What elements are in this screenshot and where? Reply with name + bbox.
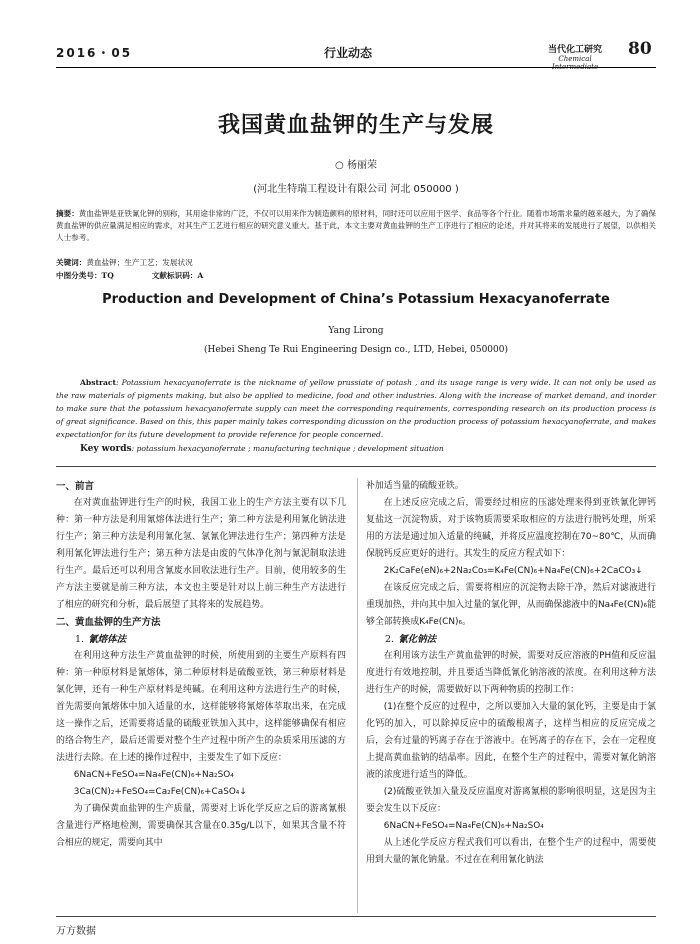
doc-code: 文献标识码：A — [151, 271, 204, 280]
journal-name-en: Chemical Intermediate — [551, 55, 599, 71]
column-divider — [357, 478, 358, 913]
paragraph: 为了确保黄血盐钾的生产质量，需要对上诉化学反应之后的游离氰根含量进行严格地检测，需要确保其含量在0.35g/L以下，如果其含量不符合相应的规定，需要向其中 — [56, 804, 346, 848]
paragraph: 在对黄血盐钾进行生产的时候，我国工业上的生产方法主要有以下几种：第一种方法是利用氰熔体法进行生产；第二种方法是利用氰化钠法进行生产；第三种方法是利用氰化氢、氯氰化钾法进行生产；第四种方法是利用氰化钾法进行生产；第五种方法是由废的气体净化剂与氰泥制取法进行生产。最后还可以利用含氰废水回收法进行生产。目前，使用较多的生产方法主要就是前三种方法，本文也主要是针对以上前三种生产方法进行了相应的研究和分析，最后展望了其将来的发展趋势。 — [56, 498, 346, 610]
abstract-cn — [56, 208, 656, 244]
equation: 3Ca(CN)₂+FeSO₄=Ca₂Fe(CN)₆+CaSO₄↓ — [73, 787, 247, 797]
page-header — [56, 39, 656, 71]
issue-label: 2016・05 — [56, 46, 133, 60]
paragraph: 在上述反应完成之后，需要经过相应的压滤处理来得到亚铁氰化钾钙复盐这一沉淀物质，对于该物质需要采取相应的方法进行脱钙处理，所采用的方法是通过加入适量的纯碱，并将反应温度控制在70~80℃，从而确保脱钙反应更好的进行。其发生的反应方程式如下： — [366, 498, 656, 559]
equation: 6NaCN+FeSO₄=Na₄Fe(CN)₆+Na₂SO₄ — [73, 770, 234, 780]
paragraph: (2)硫酸亚铁加入量及反应温度对游离氰根的影响很明显，这是因为主要会发生以下反应： — [366, 787, 656, 814]
subheading-method-1 — [56, 631, 346, 648]
subheading-number: 1. — [75, 634, 85, 645]
paragraph: 在该反应完成之后，需要将相应的沉淀物去除干净，然后对滤液进行重现加热，并向其中加入过量的氯化钾，从而确保滤液中的Na₄Fe(CN)₆能够全部转换成K₄Fe(CN)₆。 — [366, 583, 656, 627]
heading-methods: 二、黄血盐钾的生产方法 — [56, 617, 161, 628]
paragraph: 补加适当量的硫酸亚铁。 — [366, 481, 464, 491]
equation: 2K₂CaFe(eN)₆+2Na₂Co₃=K₄Fe(CN)₆+Na₄Fe(CN)₆+2CaCO₃↓ — [383, 566, 643, 576]
keywords-cn — [56, 257, 656, 268]
english-abstract-text: : Potassium hexacyanoferrate is the nickname of yellow prussiate of potash , and its usage range is very wide. It can not only be used as the raw materials of pigments making, but also be applied to medicine, food and other industries. Along with the increase of market demand, and inorder to make sure that the potassium hexacyanoferrate supply can meet the corresponding requirements, corresponding research on its production process is of great significance. Based on this, this paper mainly takes corresponding dicussion on the production process of potassium hexacyanoferrate, and makes expectationfor for its future development to provide reference for people concerned. — [56, 378, 656, 439]
journal-name-cn: 当代化工研究 — [547, 45, 602, 55]
keywords-cn-text: 黄血盐钾；生产工艺；发展状况 — [86, 258, 193, 267]
author: ○ 杨丽荣 — [335, 160, 377, 171]
heading-intro: 一、前言 — [56, 481, 95, 492]
header-rule — [56, 67, 656, 68]
body-rule — [56, 466, 656, 467]
left-column — [56, 478, 346, 852]
abstract-cn-label: 摘要： — [56, 209, 79, 218]
paragraph: 从上述化学反应方程式我们可以看出，在整个生产的过程中，需要使用到大量的氰化钠量。不过在在利用氰化钠法 — [366, 838, 656, 865]
paragraph: 在利用这种方法生产黄血盐钾的时候，所使用到的主要生产原料有四种：第一种原材料是氰熔体，第二种原材料是硫酸亚铁，第三种原材料是氯化钾，还有一种生产原材料是纯碱。在利用这种方法进行生产的时候，首先需要向氰熔体中加入适量的水，这样能够将氰熔体萃取出来，在完成这一操作之后，还需要将适量的硫酸亚铁加入其中，这样能够确保有相应的络合物生产，最后还需要对整个生产过程中所产生的杂质采用压滤的方法进行去除。在上述的操作过程中，主要发生了如下反应： — [56, 651, 346, 763]
paper-title: 我国黄血盐钾的生产与发展 — [217, 113, 494, 138]
subheading-title: 氰化钠法 — [398, 634, 437, 645]
english-author: Yang Lirong — [328, 326, 384, 336]
section-label: 行业动态 — [324, 46, 373, 60]
english-abstract-label: Abstract — [80, 378, 117, 387]
paragraph: 在利用该方法生产黄血盐钾的时候，需要对反应溶液的PH值和反应温度进行有效地控制，并且要适当降低氰化钠溶液的浓度。在利用这种方法进行生产的时候，需要做好以下两种物质的控制工作： — [366, 651, 656, 695]
footer-rule — [56, 916, 656, 917]
english-title: Production and Development of China’s Potassium Hexacyanoferrate — [102, 292, 610, 307]
page-number: 80 — [628, 39, 652, 59]
abstract-cn-text: 黄血盐钾是亚铁氰化钾的别称，其用途非常的广泛，不仅可以用来作为制造颜料的原材料，同时还可以应用于医学、食品等各个行业。随着市场需求量的越来越大，为了确保黄血盐钾的供应量满足相应的需求，对其生产工艺进行相应的研究意义重大。基于此，本文主要对黄血盐钾的生产工序进行了相应的论述，并对其将来的发展进行了展望，以供相关人士参考。 — [56, 209, 657, 242]
right-column — [366, 478, 656, 869]
english-keywords — [80, 444, 656, 454]
affiliation: (河北生特瑞工程设计有限公司 河北 050000 ) — [253, 184, 459, 195]
classification — [56, 270, 656, 281]
keywords-cn-label: 关键词： — [56, 258, 87, 267]
english-abstract — [56, 376, 656, 441]
english-keywords-label: Key words — [80, 444, 132, 454]
subheading-method-2 — [366, 631, 656, 648]
footer-source: 万方数据 — [56, 926, 96, 937]
english-keywords-text: : potassium hexacyanoferrate ; manufacturing technique ; development situation — [131, 444, 444, 453]
paragraph: (1)在整个反应的过程中，之所以要加入大量的氯化钙，主要是由于氯化钙的加入，可以除掉反应中的硫酸根离子，这样当相应的反应完成之后，会有过量的钙离子存在于溶液中。在钙离子的存在下，会在一定程度上提高黄血盐钠的结晶率。因此，在整个生产的过程中，需要对氰化钠溶液的浓度进行适当的降低。 — [366, 702, 656, 780]
subheading-number: 2. — [385, 634, 395, 645]
subheading-title: 氰熔体法 — [88, 634, 127, 645]
english-affiliation: (Hebei Sheng Te Rui Engineering Design co., LTD, Hebei, 050000) — [203, 345, 508, 355]
clc-code: 中图分类号：TQ — [56, 271, 114, 280]
equation: 6NaCN+FeSO₄=Na₄Fe(CN)₆+Na₂SO₄ — [383, 821, 544, 831]
